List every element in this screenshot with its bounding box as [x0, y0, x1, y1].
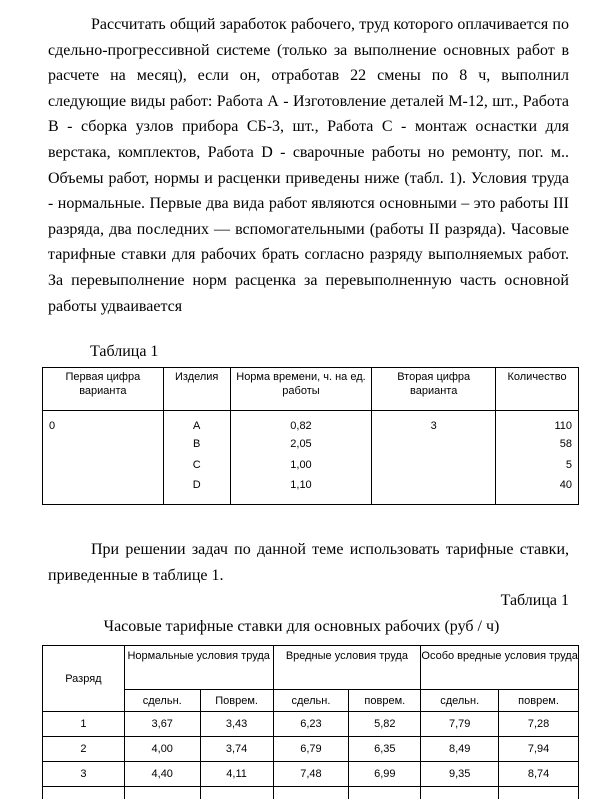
cell-rate: 6,79 [273, 737, 349, 762]
table2-title: Часовые тарифные ставки для основных рабочих (руб / ч) [103, 618, 500, 635]
table-row [43, 456, 579, 477]
cell-rate: 4,40 [124, 762, 200, 787]
cell-rate: 7,48 [273, 762, 349, 787]
subheader-piece: сдельн. [273, 690, 349, 712]
cell-first-digit [43, 435, 164, 456]
cell-rate: 6,99 [349, 762, 421, 787]
table1-header-row [43, 368, 579, 411]
cell-second-digit [372, 435, 496, 456]
cell-time-norm: 0,82 [230, 411, 372, 436]
table1-caption: Таблица 1 [90, 343, 159, 360]
subheader-piece: сдельн. [124, 690, 200, 712]
header-very-harmful-conditions: Особо вредные условия труда [421, 646, 579, 690]
table-row [43, 712, 579, 737]
header-second-digit: Вторая цифра варианта [372, 368, 496, 411]
subheader-time: поврем. [499, 690, 579, 712]
cell-time-norm: 1,10 [230, 476, 372, 505]
cell-rate: 6,35 [349, 737, 421, 762]
table-row [43, 737, 579, 762]
cell-rank: 2 [43, 737, 125, 762]
tariff-rates-table [42, 645, 579, 799]
cell-first-digit [43, 456, 164, 477]
header-harmful-conditions: Вредные условия труда [273, 646, 421, 690]
table-row [43, 411, 579, 436]
cell-rate: 3,67 [124, 712, 200, 737]
cell-quantity: 58 [496, 435, 579, 456]
cell-rank: 3 [43, 762, 125, 787]
cell-time-norm: 1,00 [230, 456, 372, 477]
cell-rate: 7,28 [499, 712, 579, 737]
cell-second-digit: 3 [372, 411, 496, 436]
subheader-piece: сдельн. [421, 690, 499, 712]
table-row [43, 476, 579, 505]
cell-rate: 5,82 [349, 712, 421, 737]
cell-second-digit [372, 476, 496, 505]
cell-second-digit [372, 456, 496, 477]
variant-table [42, 367, 579, 505]
subheader-time: Поврем. [200, 690, 273, 712]
cell-rate: 4,11 [200, 762, 273, 787]
cell-item: В [163, 435, 230, 456]
cell-quantity: 110 [496, 411, 579, 436]
cell-rate: 4,00 [124, 737, 200, 762]
table2-caption: Таблица 1 [500, 592, 569, 609]
subheader-time: поврем. [349, 690, 421, 712]
cell-item: А [163, 411, 230, 436]
cell-rate: 8,49 [421, 737, 499, 762]
cell-rate: 9,35 [421, 762, 499, 787]
table2-group-row [43, 646, 579, 690]
cell-first-digit [43, 476, 164, 505]
header-quantity: Количество [496, 368, 579, 411]
note-text: При решении задач по данной теме использовать тарифные ставки, приведенные в таблице 1. [48, 541, 569, 584]
table-row [43, 787, 579, 800]
cell-rank: 1 [43, 712, 125, 737]
header-items: Изделия [163, 368, 230, 411]
cell-item: D [163, 476, 230, 505]
header-first-digit: Первая цифра варианта [43, 368, 164, 411]
header-time-norm: Норма времени, ч. на ед. работы [230, 368, 372, 411]
cell-quantity: 5 [496, 456, 579, 477]
table-row [43, 435, 579, 456]
header-normal-conditions: Нормальные условия труда [124, 646, 273, 690]
task-description: Рассчитать общий заработок рабочего, труд которого оплачивается по сдельно-прогрессивной системе (только за выполнение основных работ в расчете на месяц), если он, отработав 22 смены по 8 ч, выполнил следующие виды работ: Работа А - Изготовление деталей М-12, шт., Работа В - сборка узлов прибора СБ-3, шт., Работа С - монтаж оснастки для верстака, комплектов, Работа D - сварочные работы но ремонту, пог. м.. Объемы работ, нормы и расценки приведены ниже (табл. 1). Условия труда - нормальные. Первые два вида работ являются основными – это работы III разряда, два последних — вспомогательными (работы II разряда). Часовые тарифные ставки для рабочих брать согласно разряду выполняемых работ. За перевыполнение норм расценка за перевыполненную часть основной работы удваивается [48, 16, 569, 315]
cell-quantity: 40 [496, 476, 579, 505]
cell-time-norm: 2,05 [230, 435, 372, 456]
table-row [43, 762, 579, 787]
cell-rate: 8,74 [499, 762, 579, 787]
cell-rate: 7,94 [499, 737, 579, 762]
cell-rate: 3,74 [200, 737, 273, 762]
cell-rate: 6,23 [273, 712, 349, 737]
cell-first-digit: 0 [43, 411, 164, 436]
cell-item: С [163, 456, 230, 477]
cell-rate: 7,79 [421, 712, 499, 737]
cell-rate: 3,43 [200, 712, 273, 737]
header-rank: Разряд [43, 646, 125, 712]
